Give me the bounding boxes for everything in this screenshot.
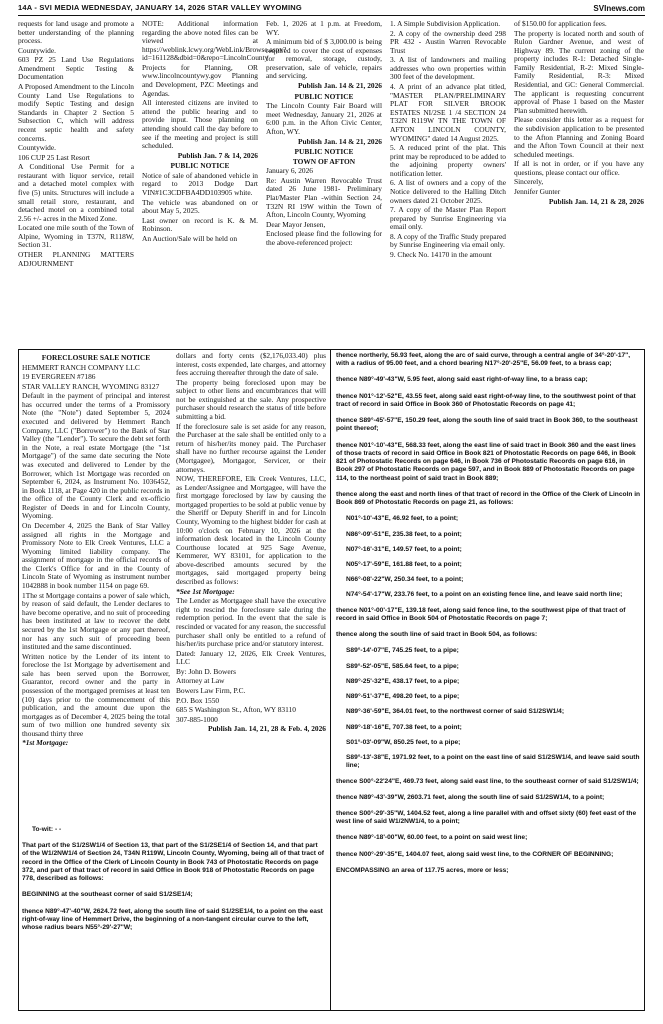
- legal-call: S89°-13'-38"E, 1971.92 feet, to a point on the east line of said S1/2SW1/4, and leave said south line;: [346, 754, 640, 770]
- top-column-5: [514, 20, 644, 345]
- mortgage-reference: *See 1st Mortgage:: [176, 586, 235, 596]
- notice-paragraph: 106 CUP 25 Last Resort: [18, 152, 90, 162]
- legal-call: N86°-09'-51"E, 235.38 feet, to a point;: [346, 530, 462, 538]
- notice-paragraph: A Conditional Use Permit for a restaurant with liquor service, retail and a detached motel complex with five (5) units. Structures will include a small retail store, restaurant, and detached motel on a combined total 2.56 +/- acres in the Mixed Zone.: [18, 162, 134, 223]
- foreclosure-paragraph: If the foreclosure sale is set aside for any reason, the Purchaser at the sale shall be entitled only to a return of his/her/its money paid. The Purchaser shall have no further recourse against the Lender (Mortgagee), Mortgagor, Servicer, or their attorneys.: [176, 421, 326, 474]
- publish-line: Publish Jan. 14, 21 & 28, 2026: [548, 196, 644, 206]
- foreclosure-paragraph: 307-885-1000: [176, 714, 218, 724]
- legal-call: thence S89°-45'-57"E, 150.29 feet, along the south line of said tract in Book 360, to the southeast point thereof;: [336, 417, 638, 433]
- notice-paragraph: Re: Austin Warren Revocable Trust dated 26 June 1981- Preliminary Plat/Master Plan -within Section 24, T32N RI 19W within the Town of Afton, Lincoln County, Wyoming: [266, 175, 382, 220]
- foreclosure-paragraph: NOW, THEREFORE, Elk Creek Ventures, LLC, as Lender/Assignee and Mortgagee, will have the first mortgage foreclosed by law by causing the mortgaged properties to be sold at public venue by the Sheriff or Deputy Sheriff in and for Lincoln County, Wyoming to the highest bidder for cash at 10:00 o'clock on February 10, 2026 at the information desk located in the Lincoln County Courthouse located at 925 Sage Avenue, Kemmerer, WY 83101, for application to the above-described amounts secured by the mortgages, said mortgaged property being described as follows:: [176, 474, 326, 587]
- list-item: 5. A reduced print of the plat. This print may be reproduced to be added to the adjoining property owners' notification letter.: [390, 143, 506, 178]
- legal-call: thence S00°-22'24"E, 469.73 feet, along said east line, to the southeast corner of said S1/2SW1/4;: [336, 777, 639, 785]
- legal-call: thence northerly, 56.93 feet, along the arc of said curve, through a central angle of 34°-20'-17", with a radius of 95.00 feet, and a chord bearing N17°-20'-25"E, 56.09 feet, to a brass cap;: [336, 352, 631, 368]
- legal-call: thence along the east and north lines of that tract of record in the Office of the Clerk of Lincoln in Book 869 of Photostatic Records on page 21, as follows:: [336, 490, 641, 507]
- legal-paragraph: That part of the S1/2SW1/4 of Section 13, that part of the S1/2SE1/4 of Section 14, and that part of the W1/2NW1/4 of Section 24, T34N R119W, Lincoln County, Wyoming, being all of that tract of record in the Office of the Clerk of Lincoln County in Book 743 of Photostatic Records on page 372, and part of that tract of record in said Office in Book 918 of Photostatic Records on page 778, described as follows:: [22, 842, 324, 883]
- legal-call: S01°-03'-09"W, 850.25 feet, to a pipe;: [346, 738, 461, 746]
- notice-paragraph: A Proposed Amendment to the Lincoln County Land Use Regulations to modify Septic Testing and design Standards in Chapter 2 Section 5 Subsection C, which will address recent septic health and safety concerns.: [18, 82, 134, 143]
- notice-date: January 6, 2026: [266, 166, 314, 176]
- legal-call: N66°-08'-22"W, 250.34 feet, to a point;: [346, 576, 464, 584]
- list-item: 2. A copy of the ownership deed 298 PR 432 - Austin Warren Revocable Trust: [390, 28, 506, 55]
- legal-call: thence N00°-29'-35"E, 1404.07 feet, along said west line, to the CORNER OF BEGINNING;: [336, 850, 614, 858]
- header-site: SVInews.com: [593, 3, 645, 13]
- foreclosure-paragraph: P.O. Box 1550: [176, 695, 220, 705]
- notice-title: PUBLIC NOTICE: [170, 161, 230, 171]
- list-item: 3. A list of landowners and mailing addresses who own properties within 300 feet of the development.: [390, 55, 506, 82]
- legal-call: thence N01°-12'-52"E, 43.55 feet, along said east right-of-way line, to the southwest point of that tract of record in said Office in Book 360 of Photostatic Records on page 41;: [336, 392, 636, 408]
- top-column-1: [18, 20, 134, 345]
- header-paper: STAR VALLEY WYOMING: [205, 3, 302, 13]
- foreclosure-paragraph: dollars and forty cents ($2,176,033.40) plus interest, costs expended, late charges, and attorney fees accruing thereafter through the date of sale.: [176, 351, 326, 378]
- notice-paragraph: requests for land usage and promote a better understanding of the planning process.: [18, 19, 134, 46]
- list-item: 7. A copy of the Master Plan Report prepared by Sunrise Engineering via email only.: [390, 205, 506, 232]
- legal-call: thence N89°-49'-43"W, 5.95 feet, along said east right-of-way line, to a brass cap;: [336, 376, 588, 384]
- legal-call: N89°-36'-59"E, 364.01 feet, to the northwest corner of said S1/2SW1/4;: [346, 708, 565, 716]
- to-wit-line: To-wit: - -: [32, 826, 62, 833]
- foreclosure-paragraph: Default in the payment of principal and interest has occurred under the terms of a Promissory Note (the "Note") dated September 5, 2024 executed and delivered by Hemmert Ranch Company, LLC ("Borrower") to the Bank of Star Valley (the "Lender"). To secure the debt set forth in the Note, a real estate Mortgage (the "1st Mortgage") of the same date securing the Note was executed and delivered to Lender by the Borrower, which 1st Mortgage was recorded on September 6, 2024, as Instrument No. 1036452, in Book 1118, at Page 420 in the public records in the office of the County Clerk and ex-officio Register of Deeds in and for Lincoln County, Wyoming.: [22, 391, 170, 521]
- foreclosure-column-b: [176, 352, 326, 826]
- notice-paragraph: Please consider this letter as a request for the subdivision application to be presented to the Afton Planning and Zoning Board and the Afton Town Council at their next scheduled meetings.: [514, 115, 644, 159]
- legal-paragraph: thence N89°-47'-40"W, 2624.72 feet, along the south line of said S1/2SE1/4, to a point on the east right-of-way line of Hemmert Drive, the beginning of a non-tangent circular curve to the left, whose radius bears N55°-29'-27"W;: [22, 907, 323, 932]
- notice-title: PUBLIC NOTICE: [294, 91, 354, 101]
- notice-paragraph: Projects for Planning, OR www.lincolncountywy.gov Planning and Development, PZC Meetings and Agendas.: [142, 62, 258, 98]
- notice-paragraph: Notice of sale of abandoned vehicle in regard to 2013 Dodge Dart VIN#1C3CDFBA4DD103905 white.: [142, 170, 258, 197]
- legal-call: thence N89°-18'-00"W, 60.00 feet, to a point on said west line;: [336, 834, 528, 842]
- legal-call: thence N01°-10'-43"E, 568.33 feet, along the east line of said tract in Book 360 and the east lines of those tracts of record in said Office in Book 821 of Photostatic Records on page 646, in Book 821 of Photostatic Records on page 646, in Book 736 of Photostatic Records on page 616, in Book 297 of Photostatic Records on page 597, and in Book 889 of Photostatic Records on page 114, to the northeast point of said tract in Book 889;: [336, 441, 636, 482]
- header-section: 14A - SVI MEDIA: [18, 3, 82, 13]
- legal-call: N74°-54'-17"W, 233.76 feet, to a point on an existing fence line, and leave said north line;: [346, 591, 623, 599]
- notice-paragraph: All interested citizens are invited to attend the public hearing and to provide input. Those planning on attending should call the day before to see if the meeting and project is still scheduled.: [142, 98, 258, 151]
- notice-paragraph: Sincerely,: [514, 177, 544, 187]
- notice-paragraph: OTHER PLANNING MATTERS ADJOURNMENT: [18, 250, 134, 268]
- legal-paragraph: BEGINNING at the southeast corner of said S1/2SE1/4;: [22, 891, 193, 899]
- notice-paragraph: If all is not in order, or if you have any questions, please contact our office.: [514, 159, 644, 177]
- publish-line: Publish Jan. 14, 21, 28 & Feb. 4, 2026: [207, 724, 326, 734]
- foreclosure-paragraph: The property being foreclosed upon may be subject to other liens and encumbrances that will not be extinguished at the sale. Any prospective purchaser should research the status of title before submitting a bid.: [176, 377, 326, 422]
- publish-line: Publish Jan. 14 & 21, 2026: [298, 136, 382, 146]
- foreclosure-paragraph: 1The st Mortgage contains a power of sale which, by reason of said default, the Lender declares to have become operative, and no suit of proceeding has been instituted at law to recover the debt secured by the 1st Mortgage or any part thereof, nor has any such suit of proceeding been instituted and the same discontinued.: [22, 590, 170, 652]
- foreclosure-paragraph: HEMMERT RANCH COMPANY LLC: [22, 362, 140, 372]
- foreclosure-paragraph: Written notice by the Lender of its intent to foreclose the 1st Mortgage by advertisement and sale has been served upon the Borrower, Guarantor, record owner and the party in possession of the mortgaged premises at least ten (10) days prior to the commencement of this publication, and the amount due upon the mortgages as of December 4, 2025 being the total sum of two million one hundred seventy six thousand thirty three: [22, 651, 170, 738]
- publish-line: Publish Jan. 7 & 14, 2026: [177, 150, 258, 160]
- foreclosure-paragraph: By: John D. Bowers: [176, 666, 236, 676]
- legal-call: S89°-52'-05"E, 585.64 feet, to a pipe;: [346, 662, 459, 670]
- foreclosure-paragraph: The Lender as Mortgagee shall have the executive right to rescind the foreclosure sale during the redemption period. In the event that the sale is rescinded or vacated for any reason, the successful purchaser shall only be entitled to a refund of his/her/its purchase price and/or statutory interest.: [176, 596, 326, 649]
- top-column-2: [142, 19, 287, 345]
- foreclosure-paragraph: STAR VALLEY RANCH, WYOMING 83127: [22, 381, 160, 391]
- notice-paragraph: NOTE: Additional information regarding the above noted files can be viewed at https://weblink.lcwy.org/WebLink/Browse.aspx?id=161128&dbid=0&repo=LincolnCounty: [142, 19, 287, 63]
- legal-call: ENCOMPASSING an area of 117.75 acres, more or less;: [336, 866, 509, 874]
- foreclosure-column-a: [22, 352, 170, 826]
- notice-paragraph: Located one mile south of the Town of Alpine, Wyoming in T37N, R118W, Section 31.: [18, 223, 134, 250]
- legal-call: N05°-17'-59"E, 161.88 feet, to a point;: [346, 560, 462, 568]
- list-item: 1. A Simple Subdivision Application.: [390, 19, 501, 28]
- notice-paragraph: Feb. 1, 2026 at 1 p.m. at Freedom, WY.: [266, 19, 382, 37]
- foreclosure-divider: [330, 349, 331, 1011]
- foreclosure-paragraph: 19 EVERGREEN #7186: [22, 372, 96, 382]
- foreclosure-legal-description-left: [22, 826, 325, 1008]
- list-item: 4. A print of an advance plat titled, "MASTER PLAN/PRELIMINARY PLAT FOR SILVER BROOK ESTATES NI/2SE 1 /4 SECTION 24 T32N R119W TN THE TOWN OF AFTON LINCOLN COUNTY, WYOMING" dated 14 August 2025.: [390, 82, 506, 143]
- header-date: WEDNESDAY, JANUARY 14, 2026: [81, 3, 206, 13]
- notice-paragraph: A minimum bid of $ 3,000.00 is being required to cover the cost of expenses for removal, storage, custody, preservation, sale of vehicle, repairs and servicing.: [266, 37, 382, 81]
- legal-call: N07°-16'-31"E, 149.57 feet, to a point;: [346, 545, 462, 553]
- top-column-3: [266, 20, 382, 345]
- legal-call: thence N89°-43'-39"W, 2603.71 feet, along the south line of said S1/2SW1/4, to a point;: [336, 793, 605, 801]
- notice-paragraph: Countywide.: [18, 143, 56, 153]
- list-item: 8. A copy of the Traffic Study prepared by Sunrise Engineering via email only.: [390, 231, 506, 250]
- notice-paragraph: The vehicle was abandoned on or about May 5, 2025.: [142, 197, 258, 216]
- list-item: 6. A list of owners and a copy of the Notice delivered to the Halling Ditch owners dated 21 October 2025.: [390, 178, 506, 205]
- legal-call: S89°-14'-07"E, 745.25 feet, to a pipe;: [346, 647, 459, 655]
- legal-call: N89°-25'-32"E, 438.17 feet, to a pipe;: [346, 677, 460, 685]
- notice-paragraph: of $150.00 for application fees.: [514, 19, 607, 28]
- foreclosure-paragraph: Bowers Law Firm, P.C.: [176, 685, 246, 695]
- notice-paragraph: Dear Mayor Jensen,: [266, 219, 326, 229]
- foreclosure-paragraph: Attorney at Law: [176, 676, 225, 686]
- legal-call: thence S00°-29'-35"W, 1404.52 feet, along a line parallel with and offset sixty (60) feet east of the west line of said W1/2NW1/4, to a point;: [336, 809, 637, 826]
- foreclosure-paragraph: Dated: January 12, 2026, Elk Creek Ventures, LLC: [176, 648, 326, 667]
- list-item: 9. Check No. 14170 in the amount: [390, 250, 492, 260]
- top-column-4: [390, 20, 506, 345]
- page-header: [18, 3, 645, 16]
- foreclosure-legal-description-right: [336, 352, 641, 1008]
- notice-subtitle: TOWN OF AFTON: [292, 156, 356, 166]
- foreclosure-title: FORECLOSURE SALE NOTICE: [41, 353, 151, 362]
- legal-call: thence N01°-00'-17"E, 139.18 feet, along said fence line, to the southwest pipe of that tract of record in said Office in Book 504 of Photostatic Records on page 7;: [336, 606, 626, 622]
- notice-paragraph: Jennifer Gunter: [514, 186, 561, 196]
- notice-paragraph: An Auction/Sale will be held on: [142, 233, 238, 243]
- legal-call: N01°-10'-43"E, 46.92 feet, to a point;: [346, 515, 459, 523]
- mortgage-heading: *1st Mortgage:: [22, 738, 69, 748]
- foreclosure-paragraph: On December 4, 2025 the Bank of Star Valley assigned all rights in the Mortgage and Promissory Note to Elk Creek Ventures, LLC a Wyoming limited liability company. The assignment of mortgage in the official records of the Clerk's Office for and in the County of Lincoln State of Wyoming as instrument number 1042888 in book number 1154 on page 69.: [22, 520, 170, 591]
- legal-call: thence along the south line of said tract in Book 504, as follows:: [336, 631, 538, 639]
- notice-title: PUBLIC NOTICE: [294, 147, 354, 157]
- publish-line: Publish Jan. 14 & 21, 2026: [298, 81, 382, 91]
- notice-paragraph: 603 PZ 25 Land Use Regulations Amendment Septic Testing & Documentation: [18, 55, 134, 82]
- header-left: [18, 4, 302, 13]
- notice-paragraph: Enclosed please find the following for the above-referenced project:: [266, 229, 382, 247]
- notice-paragraph: Last owner on record is K. & M. Robinson.: [142, 215, 258, 234]
- foreclosure-paragraph: 685 S Washington St., Afton, WY 83110: [176, 705, 296, 715]
- notice-paragraph: The property is located north and south of Rulon Gardner Avenue, and west of Highway 89. The current zoning of the property includes R-1: Detached Single-Family Residential, R-2: Mixed Single-Family Residential, R-3: Mixed Residential, and GC: General Commercial. The applicant is requesting concurrent approval of Phase 1 based on the Master Plan submitted herewith.: [514, 28, 644, 115]
- legal-call: N89°-18'-16"E, 707.38 feet, to a point;: [346, 723, 462, 731]
- notice-paragraph: The Lincoln County Fair Board will meet Wednesday, January 21, 2026 at 6:00 p.m. in the Afton Civic Center, Afton, WY.: [266, 101, 382, 136]
- notice-paragraph: Countywide.: [18, 45, 56, 55]
- legal-call: N89°-51'-37"E, 498.20 feet, to a pipe;: [346, 693, 460, 701]
